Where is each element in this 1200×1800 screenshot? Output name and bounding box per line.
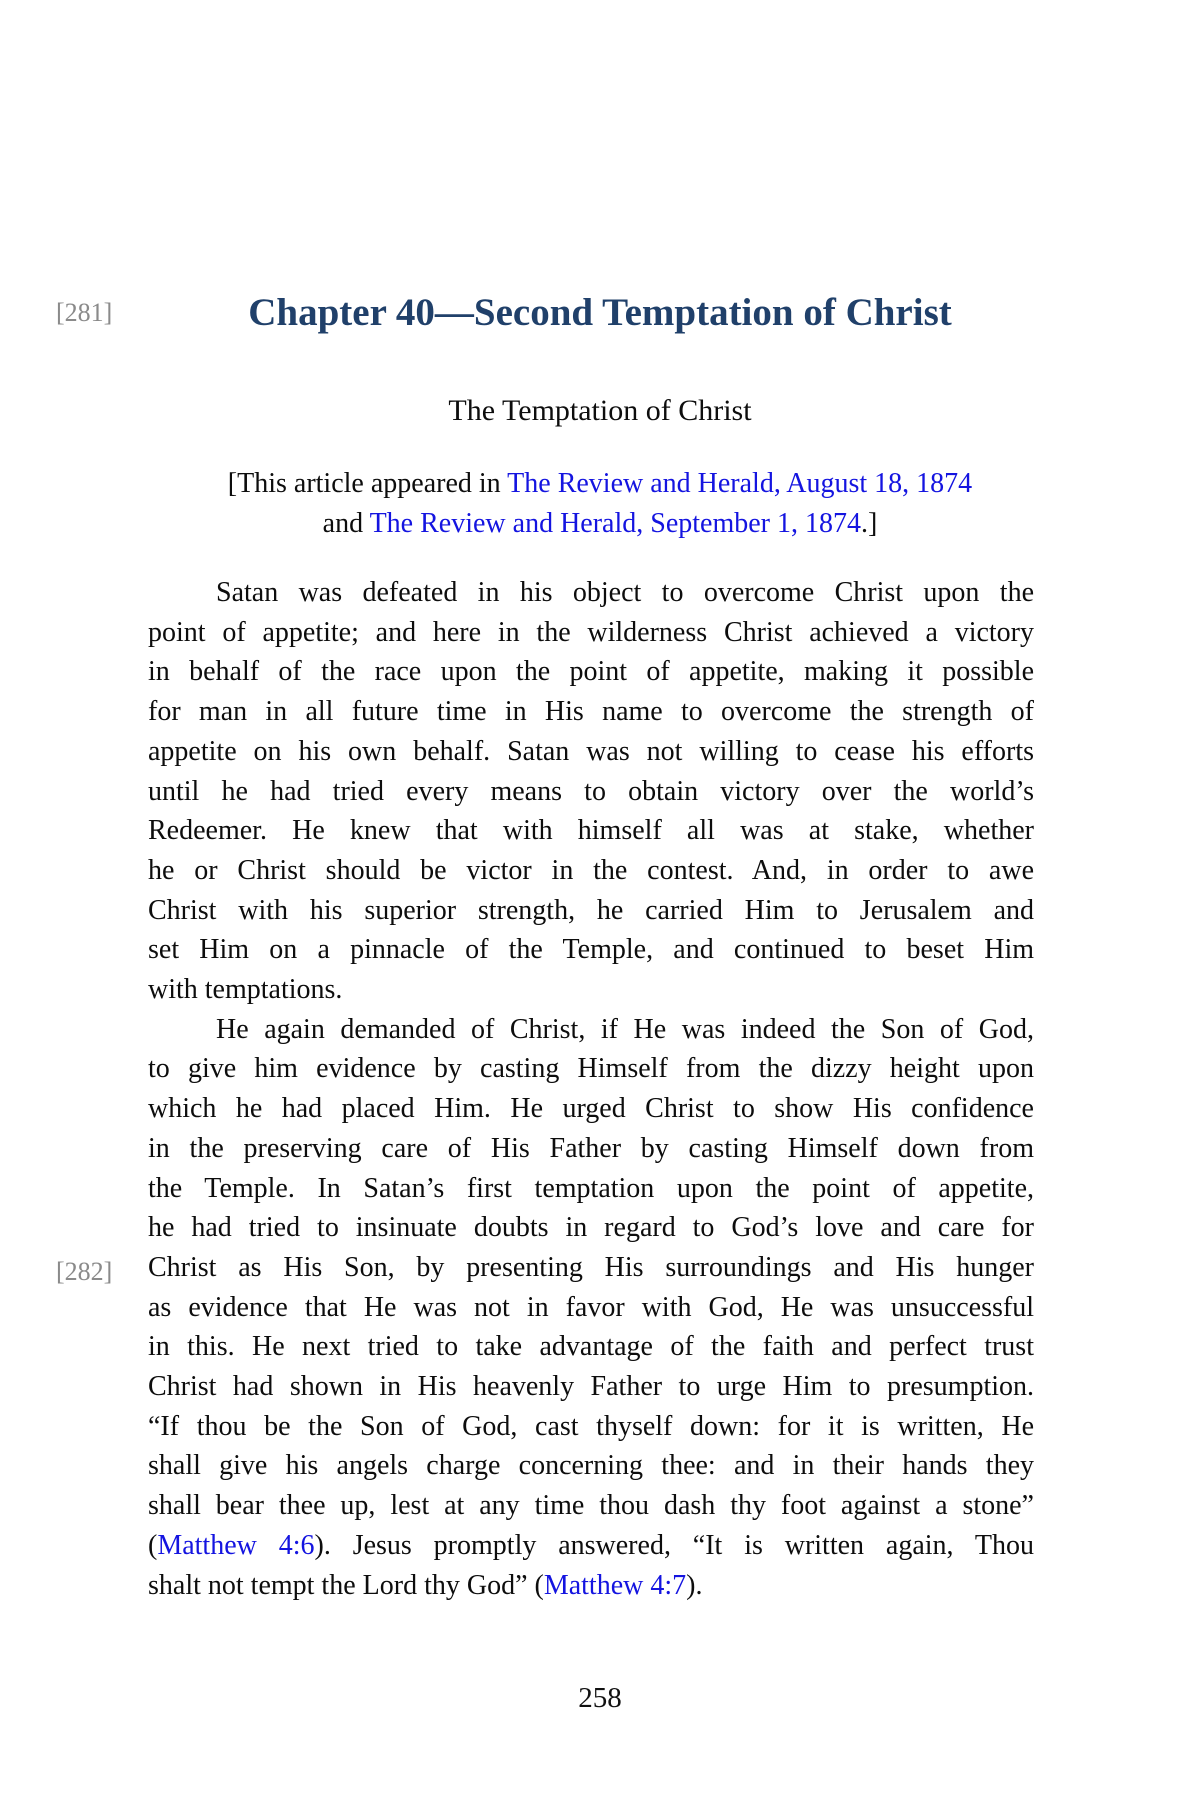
text-line: the Temple. In Satan’s first temptation upon the point of appetite, [148, 1172, 1034, 1204]
text-line: point of appetite; and here in the wilderness Christ achieved a victory [148, 616, 1034, 648]
text-line: for man in all future time in His name to overcome the strength of [148, 696, 1034, 728]
text-line: Redeemer. He knew that with himself all was at stake, whether [148, 815, 1034, 847]
reference-link[interactable]: The Review and Herald, September 1, 1874 [369, 507, 861, 539]
body-text [148, 573, 1034, 1605]
text-line: shalt not tempt the Lord thy God” (Matthew 4:7). [148, 1569, 703, 1601]
text-line: Satan was defeated in his object to overcome Christ upon the [216, 577, 1034, 608]
text-line: appetite on his own behalf. Satan was not willing to cease his efforts [148, 735, 1034, 767]
text-line: (Matthew 4:6). Jesus promptly answered, “It is written again, Thou [148, 1529, 1035, 1561]
text-line: he or Christ should be victor in the contest. And, in order to awe [148, 854, 1034, 886]
text-line: set Him on a pinnacle of the Temple, and continued to beset Him [148, 934, 1034, 966]
text-line: shall bear thee up, lest at any time thou dash thy foot against a stone” [148, 1490, 1034, 1522]
text-line: shall give his angels charge concerning thee: and in their hands they [148, 1450, 1034, 1482]
chapter-title: Chapter 40—Second Temptation of Christ [248, 291, 952, 334]
text-line: to give him evidence by casting Himself from the dizzy height upon [148, 1053, 1034, 1085]
reference-link[interactable]: Matthew 4:6 [157, 1529, 315, 1561]
margin-page-ref-281: [281] [56, 298, 113, 327]
text-line: Christ as His Son, by presenting His surroundings and His hunger [148, 1251, 1034, 1283]
body-paragraph [148, 1010, 1034, 1606]
article-note-line: [This article appeared in The Review and Herald, August 18, 1874 [227, 468, 973, 499]
section-title: The Temptation of Christ [448, 394, 752, 427]
reference-link[interactable]: The Review and Herald, August 18, 1874 [507, 468, 973, 499]
text-line: “If thou be the Son of God, cast thyself down: for it is written, He [148, 1410, 1034, 1442]
body-paragraph [148, 573, 1034, 1010]
article-note-line: and The Review and Herald, September 1, 1874.] [322, 507, 878, 539]
text-line: He again demanded of Christ, if He was indeed the Son of God, [216, 1013, 1034, 1045]
text-line: Christ with his superior strength, he carried Him to Jerusalem and [148, 894, 1034, 926]
reference-link[interactable]: Matthew 4:7 [543, 1569, 687, 1601]
text-line: with temptations. [148, 974, 343, 1006]
article-source-note [100, 464, 1100, 543]
margin-page-ref-282: [282] [56, 1257, 113, 1286]
text-line: Christ had shown in His heavenly Father to urge Him to presumption. [148, 1371, 1034, 1403]
text-line: in this. He next tried to take advantage of the faith and perfect trust [148, 1331, 1034, 1363]
text-line: in the preserving care of His Father by casting Himself down from [148, 1132, 1034, 1164]
text-line: until he had tried every means to obtain victory over the world’s [148, 775, 1034, 807]
text-line: as evidence that He was not in favor with God, He was unsuccessful [148, 1291, 1034, 1323]
page-number: 258 [578, 1682, 622, 1714]
text-line: he had tried to insinuate doubts in regard to God’s love and care for [148, 1212, 1034, 1244]
text-line: in behalf of the race upon the point of appetite, making it possible [148, 656, 1034, 688]
text-line: which he had placed Him. He urged Christ to show His confidence [148, 1093, 1034, 1125]
